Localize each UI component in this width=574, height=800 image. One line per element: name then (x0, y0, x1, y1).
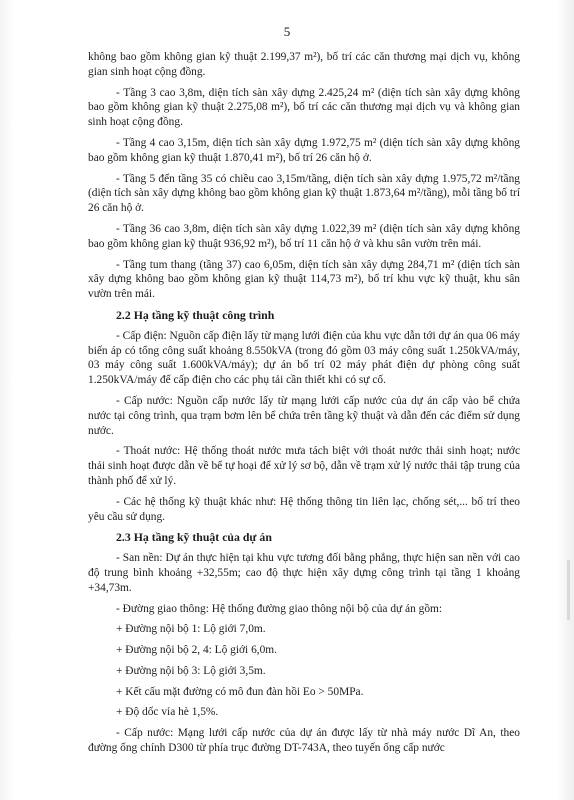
paragraph: không bao gồm không gian kỹ thuật 2.199,37 m²), bố trí các căn thương mại dịch vụ, không gian sinh hoạt cộng đồng. (88, 51, 520, 78)
section-heading: 2.3 Hạ tầng kỹ thuật của dự án (116, 530, 272, 545)
paragraph: - Đường giao thông: Hệ thống đường giao thông nội bộ của dự án gồm: (116, 602, 443, 615)
scan-edge-shadow (567, 560, 570, 620)
list-item: + Kết cấu mặt đường có mô đun đàn hồi Eo > 50MPa. (116, 685, 364, 698)
paragraph: - Tầng 36 cao 3,8m, diện tích sàn xây dựng 1.022,39 m² (diện tích sàn xây dựng không bao gồm không gian kỹ thuật 936,92 m²), bố trí 11 căn hộ ở và khu sân vườn trên mái. (88, 222, 520, 250)
list-item: + Độ dốc vỉa hè 1,5%. (116, 706, 219, 719)
paragraph: - Tầng 4 cao 3,15m, diện tích sàn xây dựng 1.972,75 m² (diện tích sàn xây dựng không bao gồm không gian kỹ thuật 1.870,41 m²), bố trí 26 căn hộ ở. (88, 136, 520, 164)
paragraph: - Cấp nước: Mạng lưới cấp nước của dự án được lấy từ nhà máy nước Dĩ An, theo đường ống chính D300 từ phía trục đường DT-743A, theo tuyến ống cấp nước (88, 727, 520, 755)
paragraph: - Cấp điện: Nguồn cấp điện lấy từ mạng lưới điện của khu vực dẫn tới dự án qua 06 máy biến áp có tổng công suất khoảng 8.550kVA (trong đó gồm 03 máy công suất 1.250kVA/máy, 03 máy công suất 1.600kVA/máy); dự án bố trí 02 máy phát điện dự phòng công suất 1.250kVA/máy để cấp điện cho các phụ tải cần thiết khi có sự cố. (88, 329, 520, 387)
list-item: + Đường nội bộ 2, 4: Lộ giới 6,0m. (116, 644, 278, 657)
paragraph: - Tầng 5 đến tầng 35 có chiều cao 3,15m/tầng, diện tích sàn xây dựng 1.975,72 m²/tầng (diện tích sàn xây dựng không bao gồm không gian kỹ thuật 1.873,64 m²/tầng), mỗi tầng bố trí 26 căn hộ ở. (88, 172, 520, 215)
list-item: + Đường nội bộ 3: Lộ giới 3,5m. (116, 664, 266, 677)
paragraph: - Tầng 3 cao 3,8m, diện tích sàn xây dựng 2.425,24 m² (diện tích sàn xây dựng không bao gồm không gian kỹ thuật 2.275,08 m²), bố trí các căn thương mại dịch vụ và không gian sinh hoạt cộng đồng. (88, 86, 520, 129)
section-heading: 2.2 Hạ tầng kỹ thuật công trình (116, 307, 275, 322)
list-item: + Đường nội bộ 1: Lộ giới 7,0m. (116, 623, 266, 636)
paragraph: - San nền: Dự án thực hiện tại khu vực tương đối bằng phẳng, thực hiện san nền với cao độ trung bình khoảng +32,55m; cao độ thực hiện xây dựng công trình tại tầng 1 khoảng +34,73m. (88, 552, 520, 594)
paragraph: - Các hệ thống kỹ thuật khác như: Hệ thống thông tin liên lạc, chống sét,... bố trí theo yêu cầu sử dụng. (88, 495, 520, 523)
paragraph: - Thoát nước: Hệ thống thoát nước mưa tách biệt với thoát nước thải sinh hoạt; nước thải sinh hoạt được dẫn về bể tự hoại để xử lý sơ bộ, dẫn về trạm xử lý nước thải tập trung của thành phố để xử lý. (88, 445, 520, 487)
page-number: 5 (283, 24, 291, 39)
paragraph: - Tầng tum thang (tầng 37) cao 6,05m, diện tích sàn xây dựng 284,71 m² (diện tích sàn xây dựng không bao gồm không gian kỹ thuật 114,73 m²), bố trí khu vực kỹ thuật, khu sân vườn trên mái. (88, 258, 520, 301)
document-body (88, 50, 520, 762)
paragraph: - Cấp nước: Nguồn cấp nước lấy từ mạng lưới cấp nước của dự án cấp vào bể chứa nước tại công trình, qua trạm bơm lên bể chứa trên tầng kỹ thuật và dẫn đến các điểm sử dụng nước. (88, 394, 520, 437)
